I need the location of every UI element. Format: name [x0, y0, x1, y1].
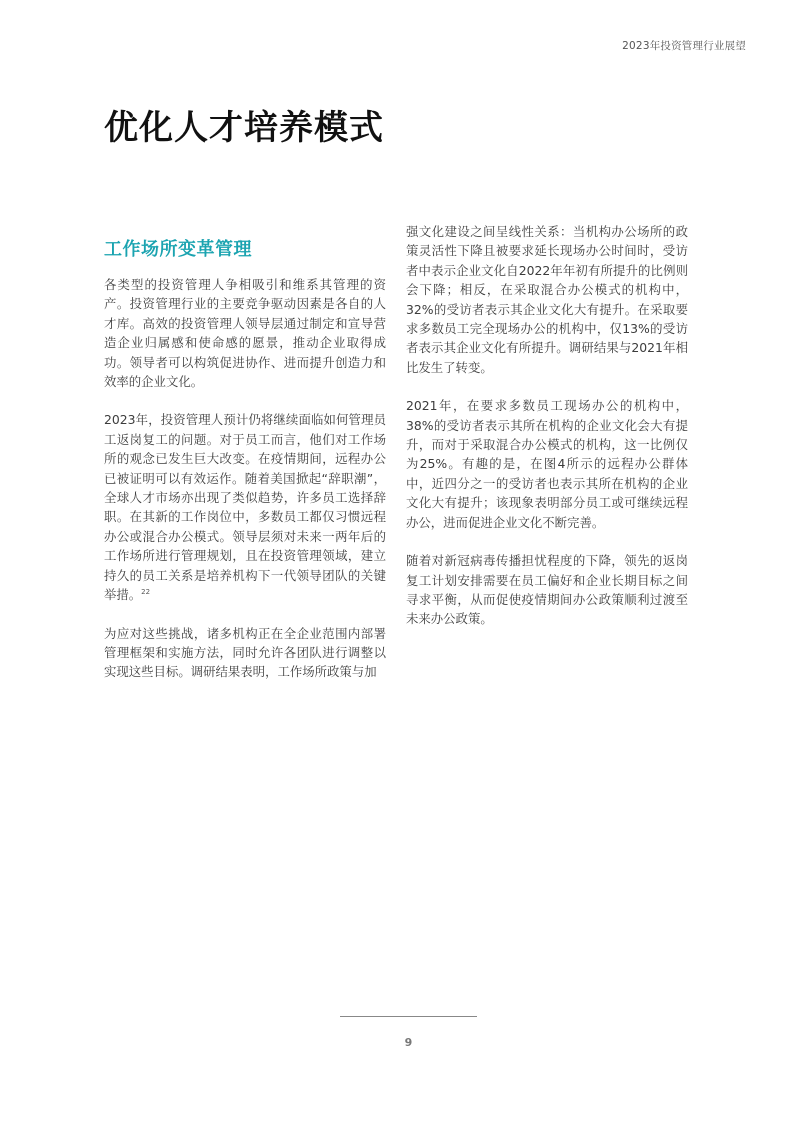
- page-number: 9: [404, 1036, 413, 1049]
- right-paragraph-3: 随着对新冠病毒传播担忧程度的下降，领先的返岗复工计划安排需要在员工偏好和企业长期目标之间寻求平衡，从而促使疫情期间办公政策顺利过渡至未来办公政策。: [406, 553, 688, 627]
- left-paragraph-2-text: 2023年，投资管理人预计仍将继续面临如何管理员工返岗复工的问题。对于员工而言，他们对工作场所的观念已发生巨大改变。在疫情期间，远程办公已被证明可以有效运作。随着美国掀起“辞职潮”，全球人才市场亦出现了类似趋势，许多员工选择辞职。在其新的工作岗位中，多数员工都仅习惯远程办公或混合办公模式。领导层须对未来一两年后的工作场所进行管理规划，且在投资管理领域，建立持久的员工关系是培养机构下一代领导团队的关键举措。: [104, 412, 386, 603]
- page-title: 优化人才培养模式: [104, 108, 384, 148]
- left-paragraph-1: 各类型的投资管理人争相吸引和维系其管理的资产。投资管理行业的主要竞争驱动因素是各自的人才库。高效的投资管理人领导层通过制定和宣导营造企业归属感和使命感的愿景，推动企业取得成功。领导者可以构筑促进协作、进而提升创造力和效率的企业文化。: [104, 277, 386, 390]
- report-header-title: 2023年投资管理行业展望: [622, 40, 746, 52]
- footer-divider: [340, 1016, 477, 1017]
- right-paragraph-2: 2021年，在要求多数员工现场办公的机构中，38%的受访者表示其所在机构的企业文化会大有提升，而对于采取混合办公模式的机构，这一比例仅为25%。有趣的是，在图4所示的远程办公群体中，近四分之一的受访者也表示其所在机构的企业文化大有提升；该现象表明部分员工或可继续远程办公，进而促进企业文化不断完善。: [406, 398, 688, 530]
- right-column: [406, 222, 688, 629]
- left-paragraph-3: 为应对这些挑战，诸多机构正在全企业范围内部署管理框架和实施方法，同时允许各团队进行调整以实现这些目标。调研结果表明，工作场所政策与加: [104, 625, 386, 680]
- right-paragraph-1: 强文化建设之间呈线性关系：当机构办公场所的政策灵活性下降且被要求延长现场办公时间时，受访者中表示企业文化自2022年年初有所提升的比例则会下降；相反，在采取混合办公模式的机构中，32%的受访者表示其企业文化大有提升。在采取要求多数员工完全现场办公的机构中，仅13%的受访者表示其企业文化有所提升。调研结果与2021年相比发生了转变。: [406, 224, 688, 375]
- section-heading: 工作场所变革管理: [104, 239, 252, 260]
- left-column: [104, 238, 386, 682]
- left-paragraph-2: [104, 410, 386, 604]
- footnote-marker[interactable]: 22: [141, 587, 151, 596]
